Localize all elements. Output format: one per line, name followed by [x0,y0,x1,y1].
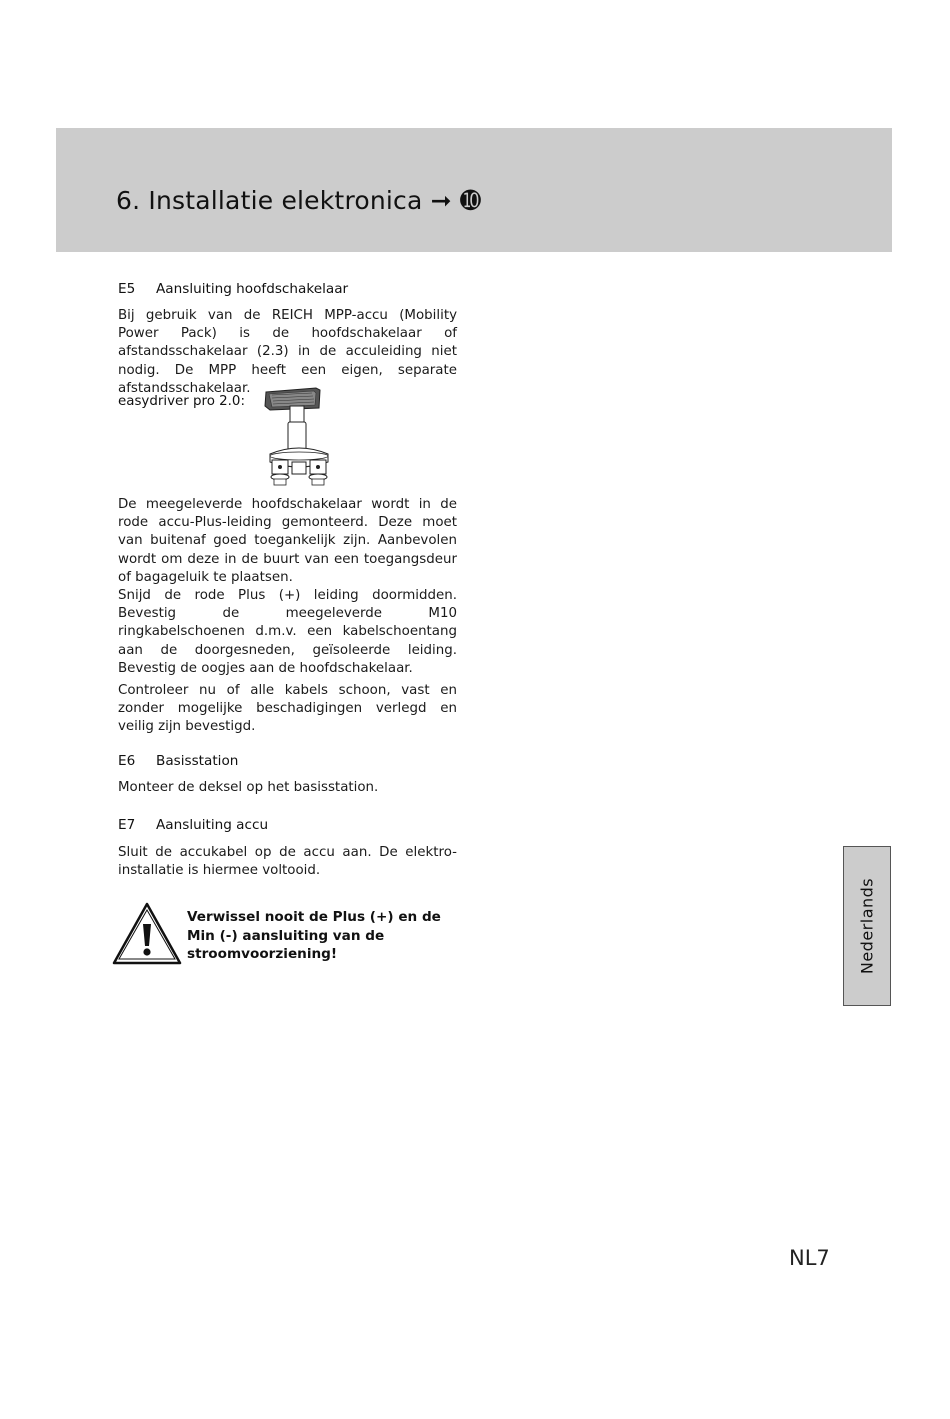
section-number: E7 [118,817,136,833]
section-title: Aansluiting hoofdschakelaar [156,281,349,297]
section-heading-e5 [118,281,348,297]
language-tab-label: Nederlands [857,877,877,975]
e5-intro-paragraph: Bij gebruik van de REICH MPP-accu (Mobility Power Pack) is de hoofdschakelaar of afstandsschakelaar (2.3) in de acculeiding niet nodig. De MPP heeft een eigen, separate afstandsschakelaar. [118,308,457,396]
section-title: Basisstation [156,753,239,769]
e6-body-paragraph: Monteer de deksel op het basisstation. [118,780,379,795]
page-number: NL7 [789,1246,830,1270]
section-number: E5 [118,281,136,297]
warning-text: Verwissel nooit de Plus (+) en de Min (-) aansluiting van de stroomvoorziening! [187,909,441,962]
main-switch-illustration [262,386,336,490]
e5-body-paragraph-1: De meegeleverde hoofdschakelaar wordt in de rode accu-Plus-leiding gemonteerd. Deze moet van buitenaf goed toegankelijk zijn. Aanbevolen wordt om deze in de buurt van een toegangsdeur of bagageluik te plaatsen. [118,497,457,585]
e7-body-paragraph: Sluit de accukabel op de accu aan. De elektro-installatie is hiermee voltooid. [118,845,457,879]
e5-body-paragraph-2: Snijd de rode Plus (+) leiding doormidden. Bevestig de meegeleverde M10 ringkabelschoenen d.m.v. een kabelschoentang aan de doorgesneden, geïsoleerde leiding. Bevestig de oogjes aan de hoofdschakelaar. [118,588,457,676]
warning-triangle-icon [112,902,182,965]
page-title: 6. Installatie elektronica ➞ ➓ [116,186,482,215]
section-title: Aansluiting accu [156,817,269,833]
e5-body-paragraph-3: Controleer nu of alle kabels schoon, vast en zonder mogelijke beschadigingen verlegd en veilig zijn bevestigd. [118,683,457,735]
section-heading-e6 [118,753,238,769]
figure-label: easydriver pro 2.0: [118,394,245,409]
section-number: E6 [118,753,136,769]
language-tab [843,846,891,1006]
section-heading-e7 [118,817,268,833]
